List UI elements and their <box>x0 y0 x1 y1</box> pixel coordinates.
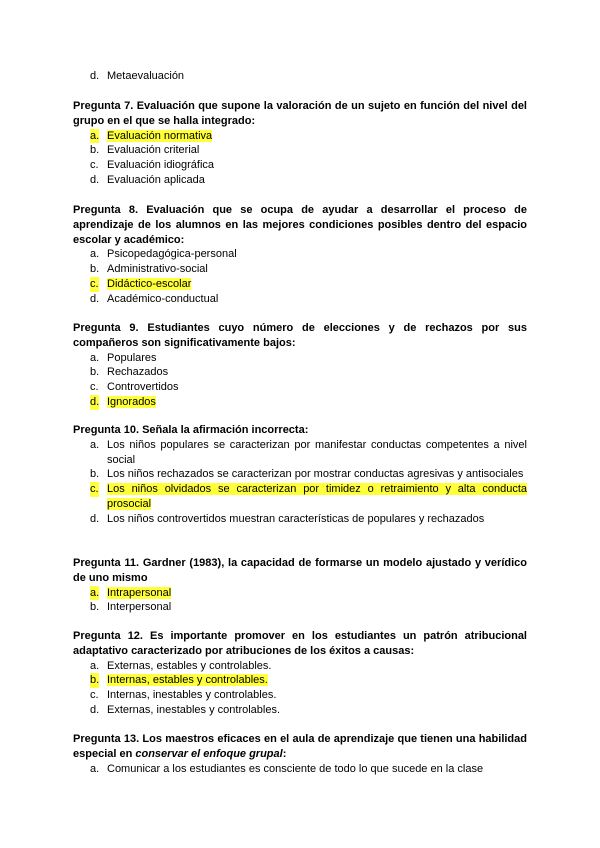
option-b <box>73 262 527 277</box>
question-title: Pregunta 10. Señala la afirmación incorrecta: <box>73 424 309 436</box>
option-letter: d. <box>90 173 100 186</box>
option-c <box>73 482 527 512</box>
option-a <box>73 129 527 144</box>
option-text-highlighted: Evaluación normativa <box>107 129 213 142</box>
option-letter: a. <box>90 659 100 672</box>
option-text-highlighted: Internas, estables y controlables. <box>107 674 268 687</box>
question-title-italic: conservar el enfoque grupal <box>135 747 283 760</box>
option-letter: a. <box>90 762 100 775</box>
option-letter: a. <box>90 351 100 364</box>
question-title-start: Pregunta 13. Los maestros eficaces en el aula de aprendizaje que tienen una habilidad especial en <box>73 733 527 760</box>
option-text: Externas, inestables y controlables. <box>107 703 281 716</box>
question-12 <box>73 629 527 718</box>
question-8 <box>73 203 527 307</box>
option-letter: d. <box>90 292 100 305</box>
previous-question-tail <box>73 69 527 84</box>
option-text-highlighted: Didáctico-escolar <box>107 277 192 290</box>
option-letter: b. <box>90 468 100 481</box>
option-letter: b. <box>90 674 100 687</box>
option-c <box>73 380 527 395</box>
option-text-highlighted: Los niños olvidados se caracterizan por timidez o retraimiento y alta conducta prosocial <box>107 483 527 510</box>
option-text: Los niños rechazados se caracterizan por mostrar conductas agresivas y antisociales <box>107 468 524 481</box>
option-a <box>73 659 527 674</box>
option-c <box>73 277 527 292</box>
option-text: Académico-conductual <box>107 292 219 305</box>
option-text: Internas, inestables y controlables. <box>107 689 277 702</box>
option-a <box>73 438 527 468</box>
option-text-highlighted: Ignorados <box>107 395 156 408</box>
option-text: Psicopedagógica-personal <box>107 248 237 261</box>
option-d <box>73 173 527 188</box>
option-text: Administrativo-social <box>107 263 208 276</box>
option-a <box>73 247 527 262</box>
question-title: Pregunta 8. Evaluación que se ocupa de ayudar a desarrollar el proceso de aprendizaje de los alumnos en las mejores condiciones posibles dentro del espacio escolar y académico: <box>73 204 527 246</box>
option-letter: a. <box>90 129 100 142</box>
option-b <box>73 673 527 688</box>
question-title: Pregunta 11. Gardner (1983), la capacidad de formarse un modelo ajustado y verídico de uno mismo <box>73 557 527 584</box>
option-letter: a. <box>90 438 100 451</box>
option-letter: b. <box>90 366 100 379</box>
option-c <box>73 158 527 173</box>
option-text: Externas, estables y controlables. <box>107 659 272 672</box>
question-title: Pregunta 9. Estudiantes cuyo número de elecciones y de rechazos por sus compañeros son significativamente bajos: <box>73 322 527 349</box>
question-9 <box>73 321 527 410</box>
option-a <box>73 351 527 366</box>
option-a <box>73 586 527 601</box>
option-b <box>73 600 527 615</box>
option-text: Evaluación criterial <box>107 144 200 157</box>
option-text: Los niños populares se caracterizan por manifestar conductas competentes a nivel social <box>107 438 527 466</box>
option-letter: d. <box>90 703 100 716</box>
option-letter: a. <box>90 586 100 599</box>
option-text: Evaluación idiográfica <box>107 159 215 172</box>
option-d <box>73 69 527 84</box>
option-letter: a. <box>90 248 100 261</box>
option-d <box>73 395 527 410</box>
option-letter: c. <box>90 159 99 172</box>
question-7 <box>73 99 527 188</box>
option-b <box>73 365 527 380</box>
option-text: Comunicar a los estudiantes es consciente de todo lo que sucede en la clase <box>107 762 484 775</box>
option-text: Interpersonal <box>107 601 172 614</box>
option-letter: d. <box>90 512 100 525</box>
option-d <box>73 292 527 307</box>
option-text: Evaluación aplicada <box>107 173 205 186</box>
option-text: Rechazados <box>107 366 169 379</box>
question-title: Pregunta 7. Evaluación que supone la valoración de un sujeto en función del nivel del grupo en el que se halla integrado: <box>73 100 527 127</box>
option-letter: b. <box>90 601 100 614</box>
option-letter: b. <box>90 144 100 157</box>
option-b <box>73 143 527 158</box>
option-b <box>73 467 527 482</box>
question-title-end: : <box>282 747 287 760</box>
option-text: Metaevaluación <box>107 70 185 82</box>
question-11 <box>73 556 527 615</box>
option-c <box>73 688 527 703</box>
option-letter: c. <box>90 381 99 394</box>
option-letter: c. <box>90 277 99 290</box>
question-title: Pregunta 12. Es importante promover en los estudiantes un patrón atribucional adaptativo caracterizado por atribuciones de los éxitos a causas: <box>73 630 527 657</box>
option-text: Los niños controvertidos muestran características de populares y rechazados <box>107 512 485 525</box>
question-10 <box>73 423 527 527</box>
option-a <box>73 762 527 777</box>
question-title <box>73 732 527 762</box>
option-text-highlighted: Intrapersonal <box>107 586 172 599</box>
option-d <box>73 512 527 527</box>
option-letter: d. <box>90 395 100 408</box>
option-text: Populares <box>107 351 157 364</box>
option-text: Controvertidos <box>107 381 179 394</box>
option-letter: b. <box>90 263 100 276</box>
option-letter: c. <box>90 689 99 702</box>
question-13 <box>73 732 527 776</box>
option-d <box>73 703 527 718</box>
option-letter: c. <box>90 483 99 496</box>
option-letter: d. <box>90 70 100 82</box>
